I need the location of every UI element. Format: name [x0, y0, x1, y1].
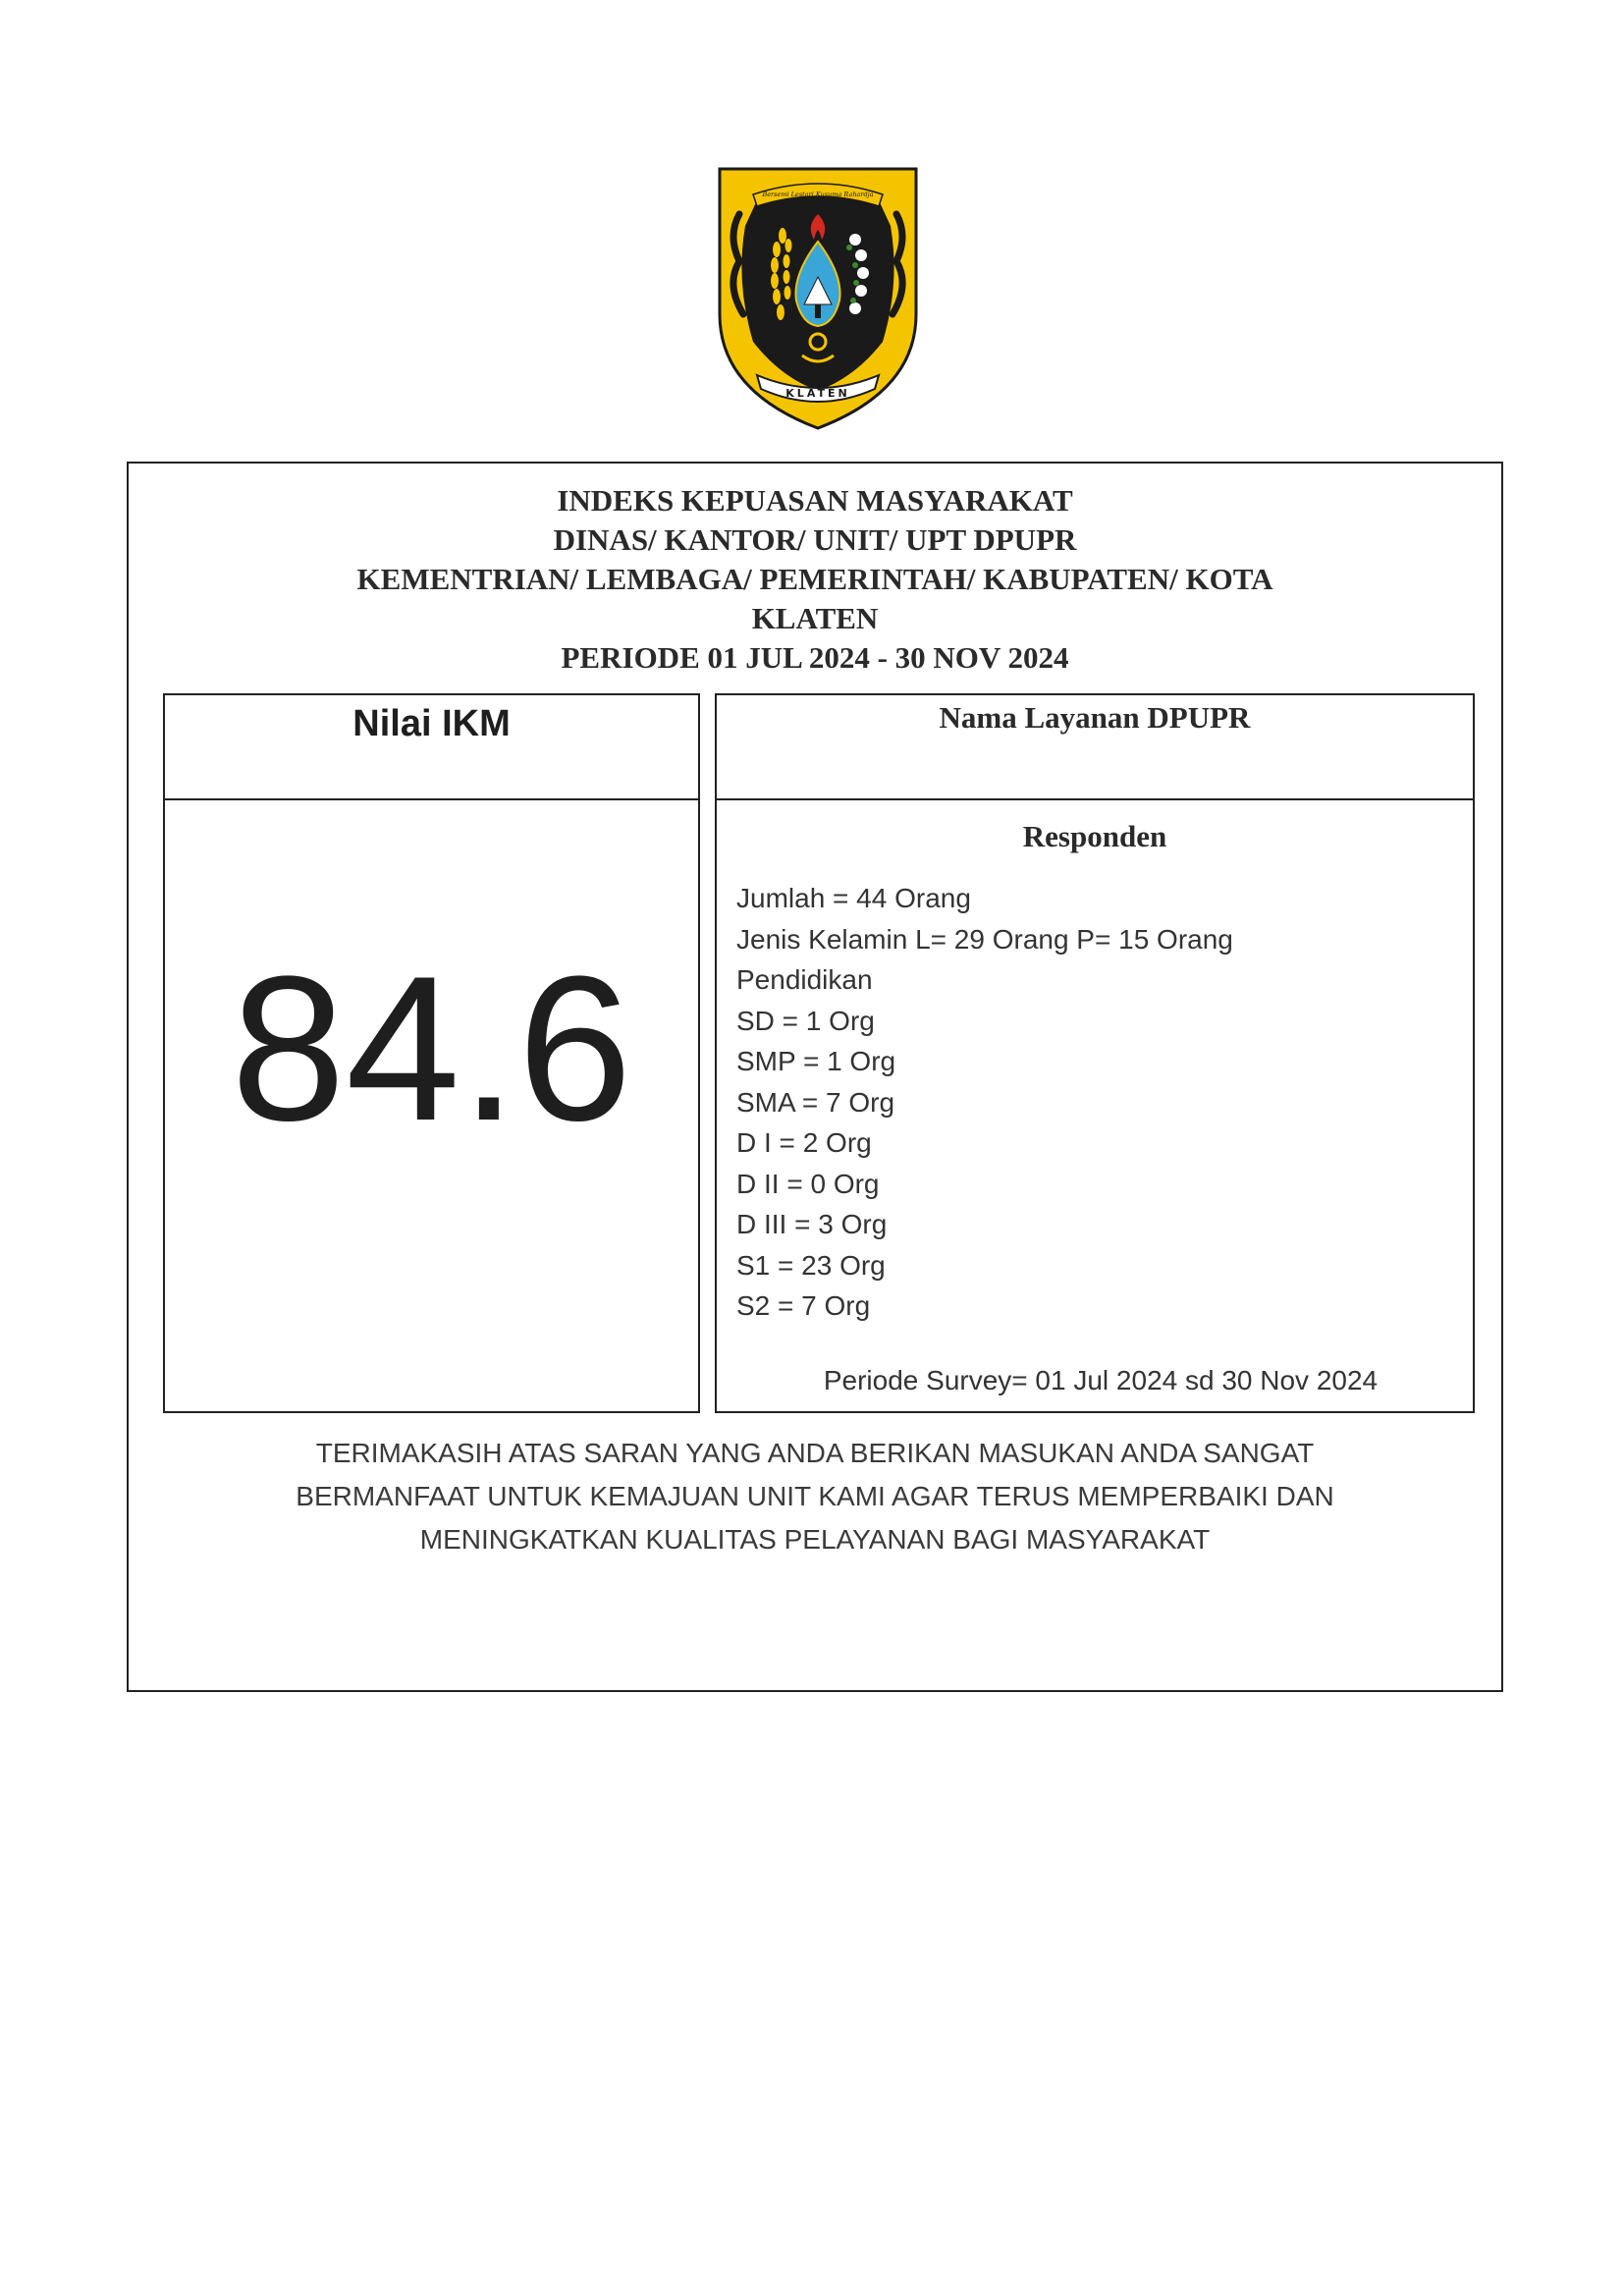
respondent-item: Jenis Kelamin L= 29 Orang P= 15 Orang	[736, 923, 1233, 955]
respondent-item: D II = 0 Org	[736, 1168, 880, 1199]
respondent-list	[736, 878, 1233, 1327]
service-name-label: Nama Layanan DPUPR	[939, 700, 1251, 735]
ikm-label: Nilai IKM	[352, 703, 511, 744]
respondent-item: SMP = 1 Org	[736, 1046, 896, 1076]
header-line-4: KLATEN	[751, 601, 879, 635]
respondent-box	[715, 693, 1475, 1413]
thanks-line-1: TERIMAKASIH ATAS SARAN YANG ANDA BERIKAN MASUKAN ANDA SANGAT	[315, 1438, 1315, 1468]
respondent-item: S2 = 7 Org	[736, 1290, 871, 1321]
survey-period: Periode Survey= 01 Jul 2024 sd 30 Nov 2024	[823, 1365, 1379, 1395]
ikm-report-frame	[127, 462, 1503, 1692]
header-line-2: DINAS/ KANTOR/ UNIT/ UPT DPUPR	[553, 522, 1077, 557]
ikm-divider	[165, 798, 698, 800]
respondent-item: D I = 2 Org	[736, 1127, 872, 1158]
respondent-divider	[717, 798, 1473, 800]
respondent-item: D III = 3 Org	[736, 1209, 888, 1239]
svg-text:Bersemi Lestari Kusuma Rahardj: Bersemi Lestari Kusuma Rahardja	[762, 191, 874, 198]
respondent-item: S1 = 23 Org	[736, 1249, 886, 1281]
svg-text:KLATEN: KLATEN	[785, 387, 850, 400]
respondent-item: Pendidikan	[736, 964, 873, 995]
respondent-item: SMA = 7 Org	[736, 1086, 895, 1118]
header-line-1: INDEKS KEPUASAN MASYARAKAT	[557, 483, 1073, 518]
respondent-title: Responden	[1022, 819, 1167, 853]
header-line-5: PERIODE 01 JUL 2024 - 30 NOV 2024	[561, 640, 1069, 675]
thank-you-note	[129, 1432, 1501, 1561]
report-header	[129, 481, 1501, 678]
thanks-line-3: MENINGKATKAN KUALITAS PELAYANAN BAGI MASYARAKAT	[419, 1524, 1211, 1555]
thanks-line-2: BERMANFAAT UNTUK KEMAJUAN UNIT KAMI AGAR TERUS MEMPERBAIKI DAN	[296, 1481, 1334, 1511]
ikm-score-box	[163, 693, 700, 1413]
ikm-value: 84.6	[231, 933, 632, 1164]
respondent-item: SD = 1 Org	[736, 1005, 875, 1036]
respondent-item: Jumlah = 44 Orang	[736, 883, 971, 913]
header-line-3: KEMENTRIAN/ LEMBAGA/ PEMERINTAH/ KABUPATEN/ KOTA	[356, 562, 1273, 596]
klaten-coat-of-arms-logo	[718, 167, 918, 430]
